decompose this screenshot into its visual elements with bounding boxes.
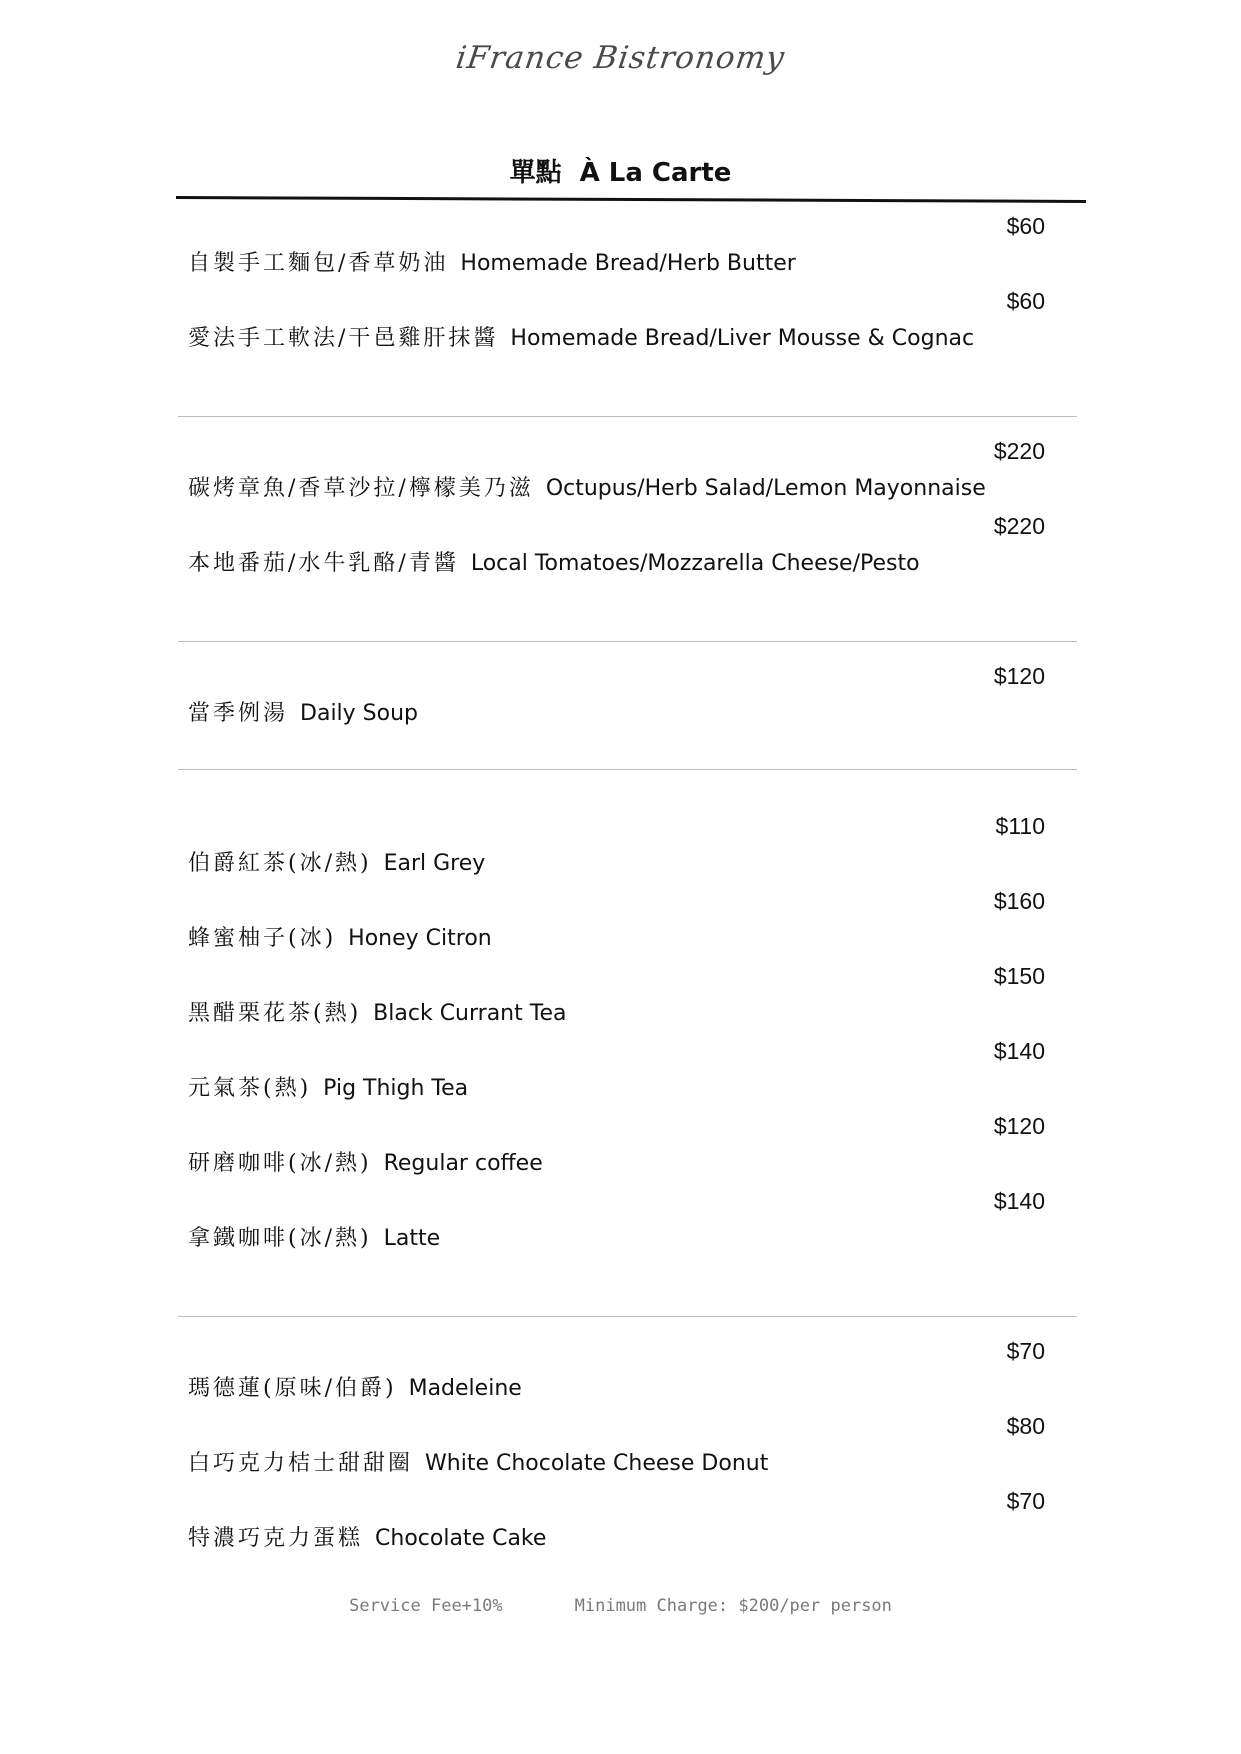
- section-divider: [178, 416, 1077, 417]
- menu-item: [188, 323, 974, 354]
- menu-item: [188, 1448, 768, 1479]
- menu-item: [188, 248, 796, 279]
- menu-item: [188, 848, 485, 879]
- item-name-en: Homemade Bread/Liver Mousse & Cognac: [510, 326, 975, 351]
- item-name-en: Latte: [383, 1226, 441, 1251]
- menu-item: [188, 998, 566, 1029]
- menu-item: [188, 473, 986, 504]
- section-divider: [178, 769, 1077, 770]
- item-price: $60: [1006, 288, 1045, 314]
- item-name-zh: 伯爵紅茶(冰/熱): [188, 851, 372, 876]
- item-name-zh: 碳烤章魚/香草沙拉/檸檬美乃滋: [188, 476, 534, 501]
- item-name-en: Earl Grey: [383, 851, 486, 876]
- section-divider: [178, 1316, 1077, 1317]
- item-name-zh: 研磨咖啡(冰/熱): [188, 1151, 372, 1176]
- item-price: $220: [993, 513, 1045, 539]
- item-name-en: Pig Thigh Tea: [323, 1076, 469, 1101]
- item-price: $120: [993, 663, 1045, 689]
- item-name-en: Honey Citron: [348, 926, 492, 951]
- item-price: $140: [993, 1038, 1045, 1064]
- item-name-en: Daily Soup: [300, 701, 419, 726]
- menu-item: [188, 1073, 468, 1104]
- brand-logo: iFrance Bistronomy: [453, 40, 788, 76]
- item-name-en: White Chocolate Cheese Donut: [425, 1451, 769, 1476]
- title-divider: [176, 196, 1086, 203]
- item-name-zh: 白巧克力桔士甜甜圈: [188, 1451, 414, 1476]
- item-name-en: Regular coffee: [383, 1151, 543, 1176]
- item-price: $70: [1006, 1338, 1045, 1364]
- item-name-zh: 元氣茶(熱): [188, 1076, 312, 1101]
- item-name-zh: 當季例湯: [188, 701, 289, 726]
- item-name-zh: 瑪德蓮(原味/伯爵): [188, 1376, 397, 1401]
- item-name-zh: 愛法手工軟法/干邑雞肝抹醬: [188, 326, 499, 351]
- menu-item: [188, 923, 492, 954]
- item-price: $220: [993, 438, 1045, 464]
- menu-item: [188, 548, 920, 579]
- item-price: $60: [1006, 213, 1045, 239]
- footer-note: [0, 1596, 1241, 1616]
- menu-item: [188, 1373, 522, 1404]
- item-name-zh: 自製手工麵包/香草奶油: [188, 251, 449, 276]
- item-price: $70: [1006, 1488, 1045, 1514]
- item-price: $150: [993, 963, 1045, 989]
- item-name-zh: 特濃巧克力蛋糕: [188, 1526, 364, 1551]
- item-name-en: Octupus/Herb Salad/Lemon Mayonnaise: [545, 476, 986, 501]
- service-fee-text: Service Fee+10%: [349, 1596, 503, 1616]
- item-name-en: Black Currant Tea: [373, 1001, 567, 1026]
- item-price: $110: [995, 813, 1045, 839]
- page-title: [0, 152, 1241, 189]
- item-price: $140: [993, 1188, 1045, 1214]
- item-name-zh: 黑醋栗花茶(熱): [188, 1001, 362, 1026]
- item-name-zh: 蜂蜜柚子(冰): [188, 926, 337, 951]
- item-price: $120: [993, 1113, 1045, 1139]
- page-title-zh: 單點: [509, 158, 562, 188]
- item-name-en: Chocolate Cake: [375, 1526, 547, 1551]
- section-divider: [178, 641, 1077, 642]
- menu-item: [188, 1148, 543, 1179]
- minimum-charge-text: Minimum Charge: $200/per person: [574, 1596, 892, 1616]
- page-title-en: À La Carte: [579, 158, 732, 188]
- item-price: $160: [993, 888, 1045, 914]
- item-name-en: Homemade Bread/Herb Butter: [460, 251, 796, 276]
- menu-item: [188, 1223, 440, 1254]
- item-name-zh: 本地番茄/水牛乳酪/青醬: [188, 551, 459, 576]
- item-name-en: Madeleine: [408, 1376, 522, 1401]
- item-price: $80: [1006, 1413, 1045, 1439]
- item-name-en: Local Tomatoes/Mozzarella Cheese/Pesto: [470, 551, 920, 576]
- item-name-zh: 拿鐵咖啡(冰/熱): [188, 1226, 372, 1251]
- menu-item: [188, 698, 418, 729]
- menu-item: [188, 1523, 546, 1554]
